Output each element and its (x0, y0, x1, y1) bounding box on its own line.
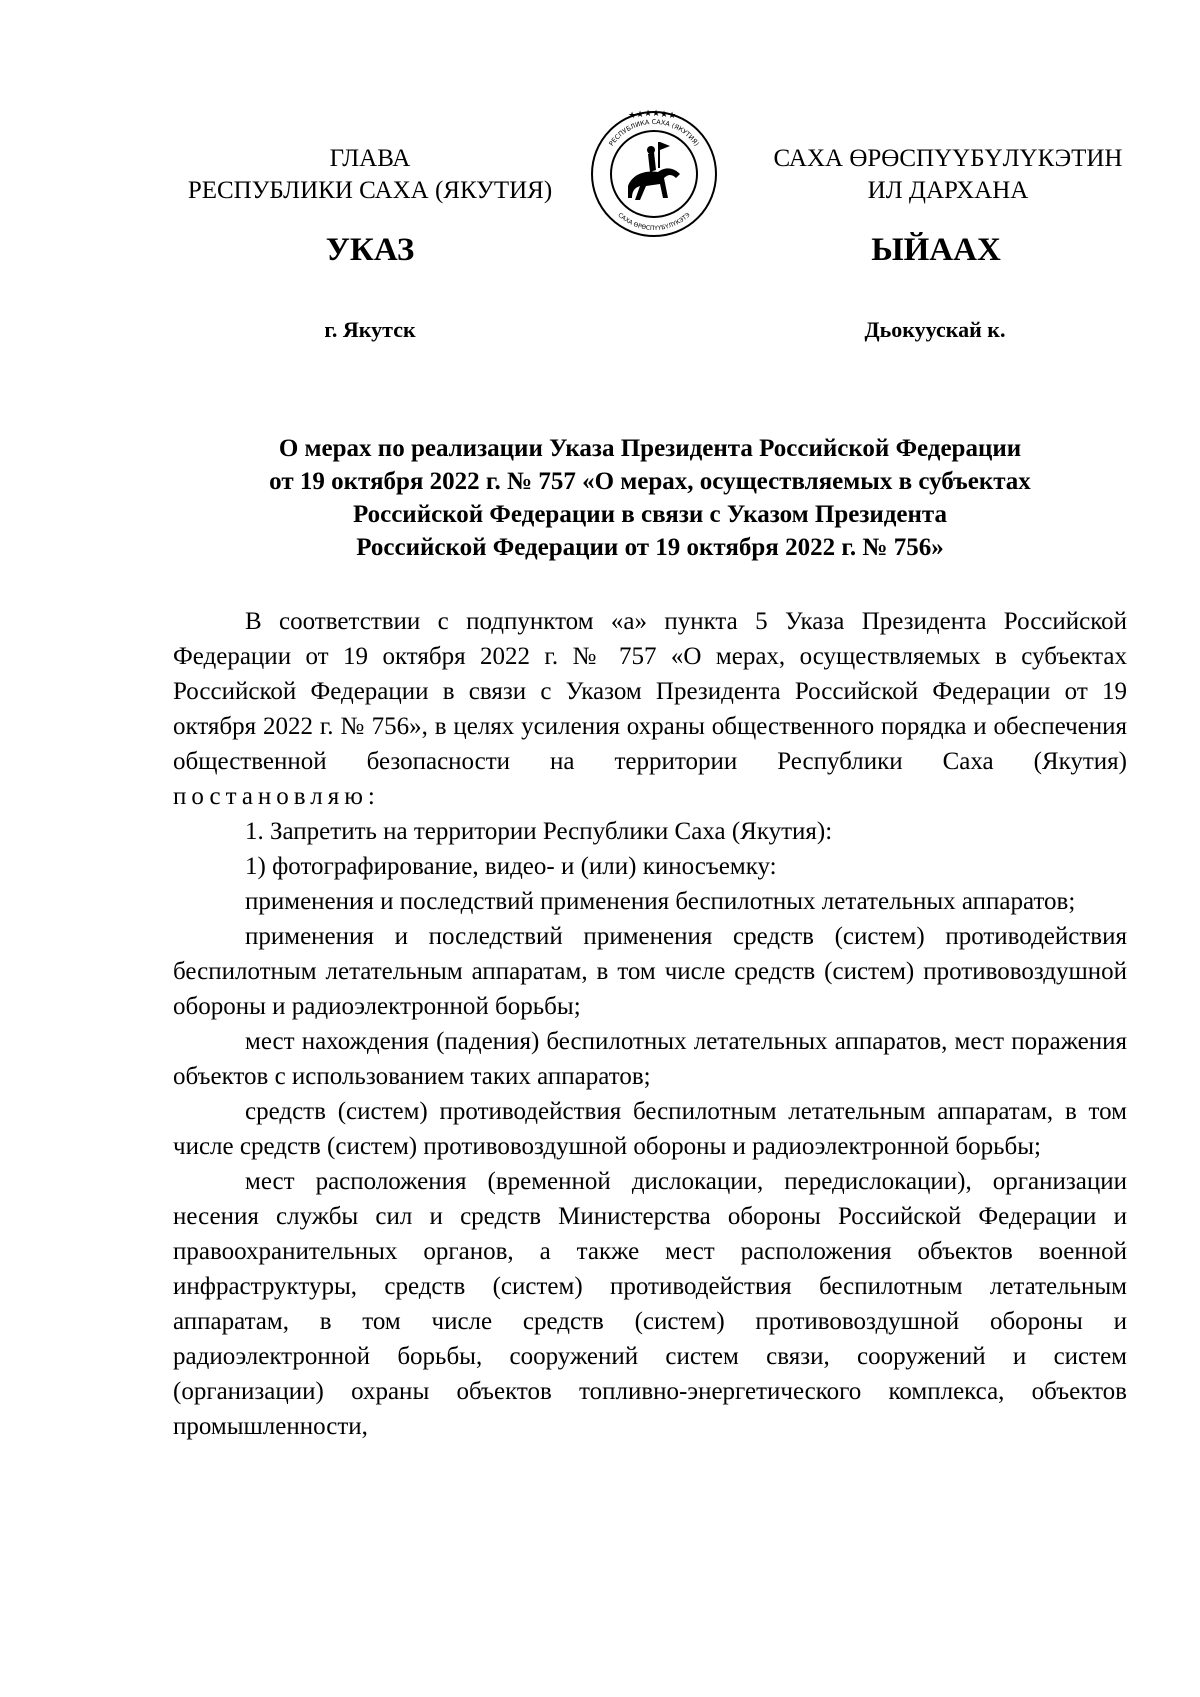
preamble-text: В соответствии с подпунктом «а» пункта 5 Указа Президента Российской Федерации от 19 октября 2022 г. № 757 «О мерах, осуществляемых в субъектах Российской Федерации в связи с Указом Президента Российской Федерации от 19 октября 2022 г. № 756», в целях усиления охраны общественного порядка и обеспечения общественной безопасности на территории Республики Саха (Якутия) (173, 608, 1127, 775)
city-sah: Дьокуускай к. (864, 317, 1006, 342)
preamble-paragraph (173, 604, 1127, 814)
paragraph-item-1-1: 1) фотографирование, видео- и (или) киносъемку: (245, 853, 777, 880)
title-line: Российской Федерации от 19 октября 2022 г. № 756» (356, 534, 944, 561)
document-title (175, 432, 1125, 564)
paragraph-sub-e: мест расположения (временной дислокации, передислокации), организации несения службы сил и средств Министерства обороны Российской Федерации и правоохранительных органов, а также мест расположения объектов военной инфраструктуры, средств (систем) противодействия беспилотным летательным аппаратам, в том числе средств (систем) противовоздушной обороны и радиоэлектронной борьбы, сооружений систем связи, сооружений и систем (организации) охраны объектов топливно-энергетического комплекса, объектов промышленности, (173, 1168, 1127, 1440)
issuer-line-2-ru: РЕСПУБЛИКИ САХА (ЯКУТИЯ) (187, 177, 553, 204)
emblem-ring-text-top: РЕСПУБЛИКА САХА (ЯКУТИЯ) (607, 117, 701, 148)
document-body (173, 604, 1127, 1444)
title-line: О мерах по реализации Указа Президента Российской Федерации (278, 435, 1022, 462)
svg-text:★: ★ (644, 109, 653, 119)
doc-type-sah: ЫЙААХ (871, 232, 1001, 268)
title-line: Российской Федерации в связи с Указом Президента (352, 501, 948, 528)
issuer-header-ru (170, 143, 570, 207)
svg-text:★: ★ (628, 111, 637, 121)
issuer-line-1-sah: САХА ӨРӨСПҮҮБҮЛҮКЭТИН (773, 145, 1123, 172)
svg-text:★: ★ (652, 109, 661, 119)
title-line: от 19 октября 2022 г. № 757 «О мерах, осуществляемых в субъектах (269, 468, 1031, 495)
decree-word: постановляю: (173, 783, 380, 810)
city-ru: г. Якутск (324, 317, 416, 342)
emblem-ring-text-bottom: САХА ӨРӨСПҮҮБҮЛҮКЭТЭ (616, 211, 692, 233)
paragraph-sub-b: применения и последствий применения средств (систем) противодействия беспилотным летательным аппаратам, в том числе средств (систем) противовоздушной обороны и радиоэлектронной борьбы; (173, 923, 1127, 1020)
paragraph-item-1: 1. Запретить на территории Республики Саха (Якутия): (245, 818, 833, 845)
paragraph-sub-c: мест нахождения (падения) беспилотных летательных аппаратов, мест поражения объектов с использованием таких аппаратов; (173, 1028, 1127, 1090)
svg-text:★: ★ (636, 110, 645, 120)
doc-type-ru: УКАЗ (325, 232, 415, 268)
coat-of-arms-emblem-icon (588, 108, 720, 240)
paragraph-sub-d: средств (систем) противодействия беспилотным летательным аппаратам, в том числе средств (систем) противовоздушной обороны и радиоэлектронной борьбы; (173, 1098, 1127, 1160)
issuer-line-1-ru: ГЛАВА (329, 145, 411, 172)
svg-text:★: ★ (660, 110, 669, 120)
issuer-line-2-sah: ИЛ ДАРХАНА (867, 177, 1029, 204)
paragraph-sub-a: применения и последствий применения беспилотных летательных аппаратов; (245, 888, 1076, 915)
issuer-header-sah (758, 143, 1138, 207)
svg-text:★: ★ (668, 111, 677, 121)
